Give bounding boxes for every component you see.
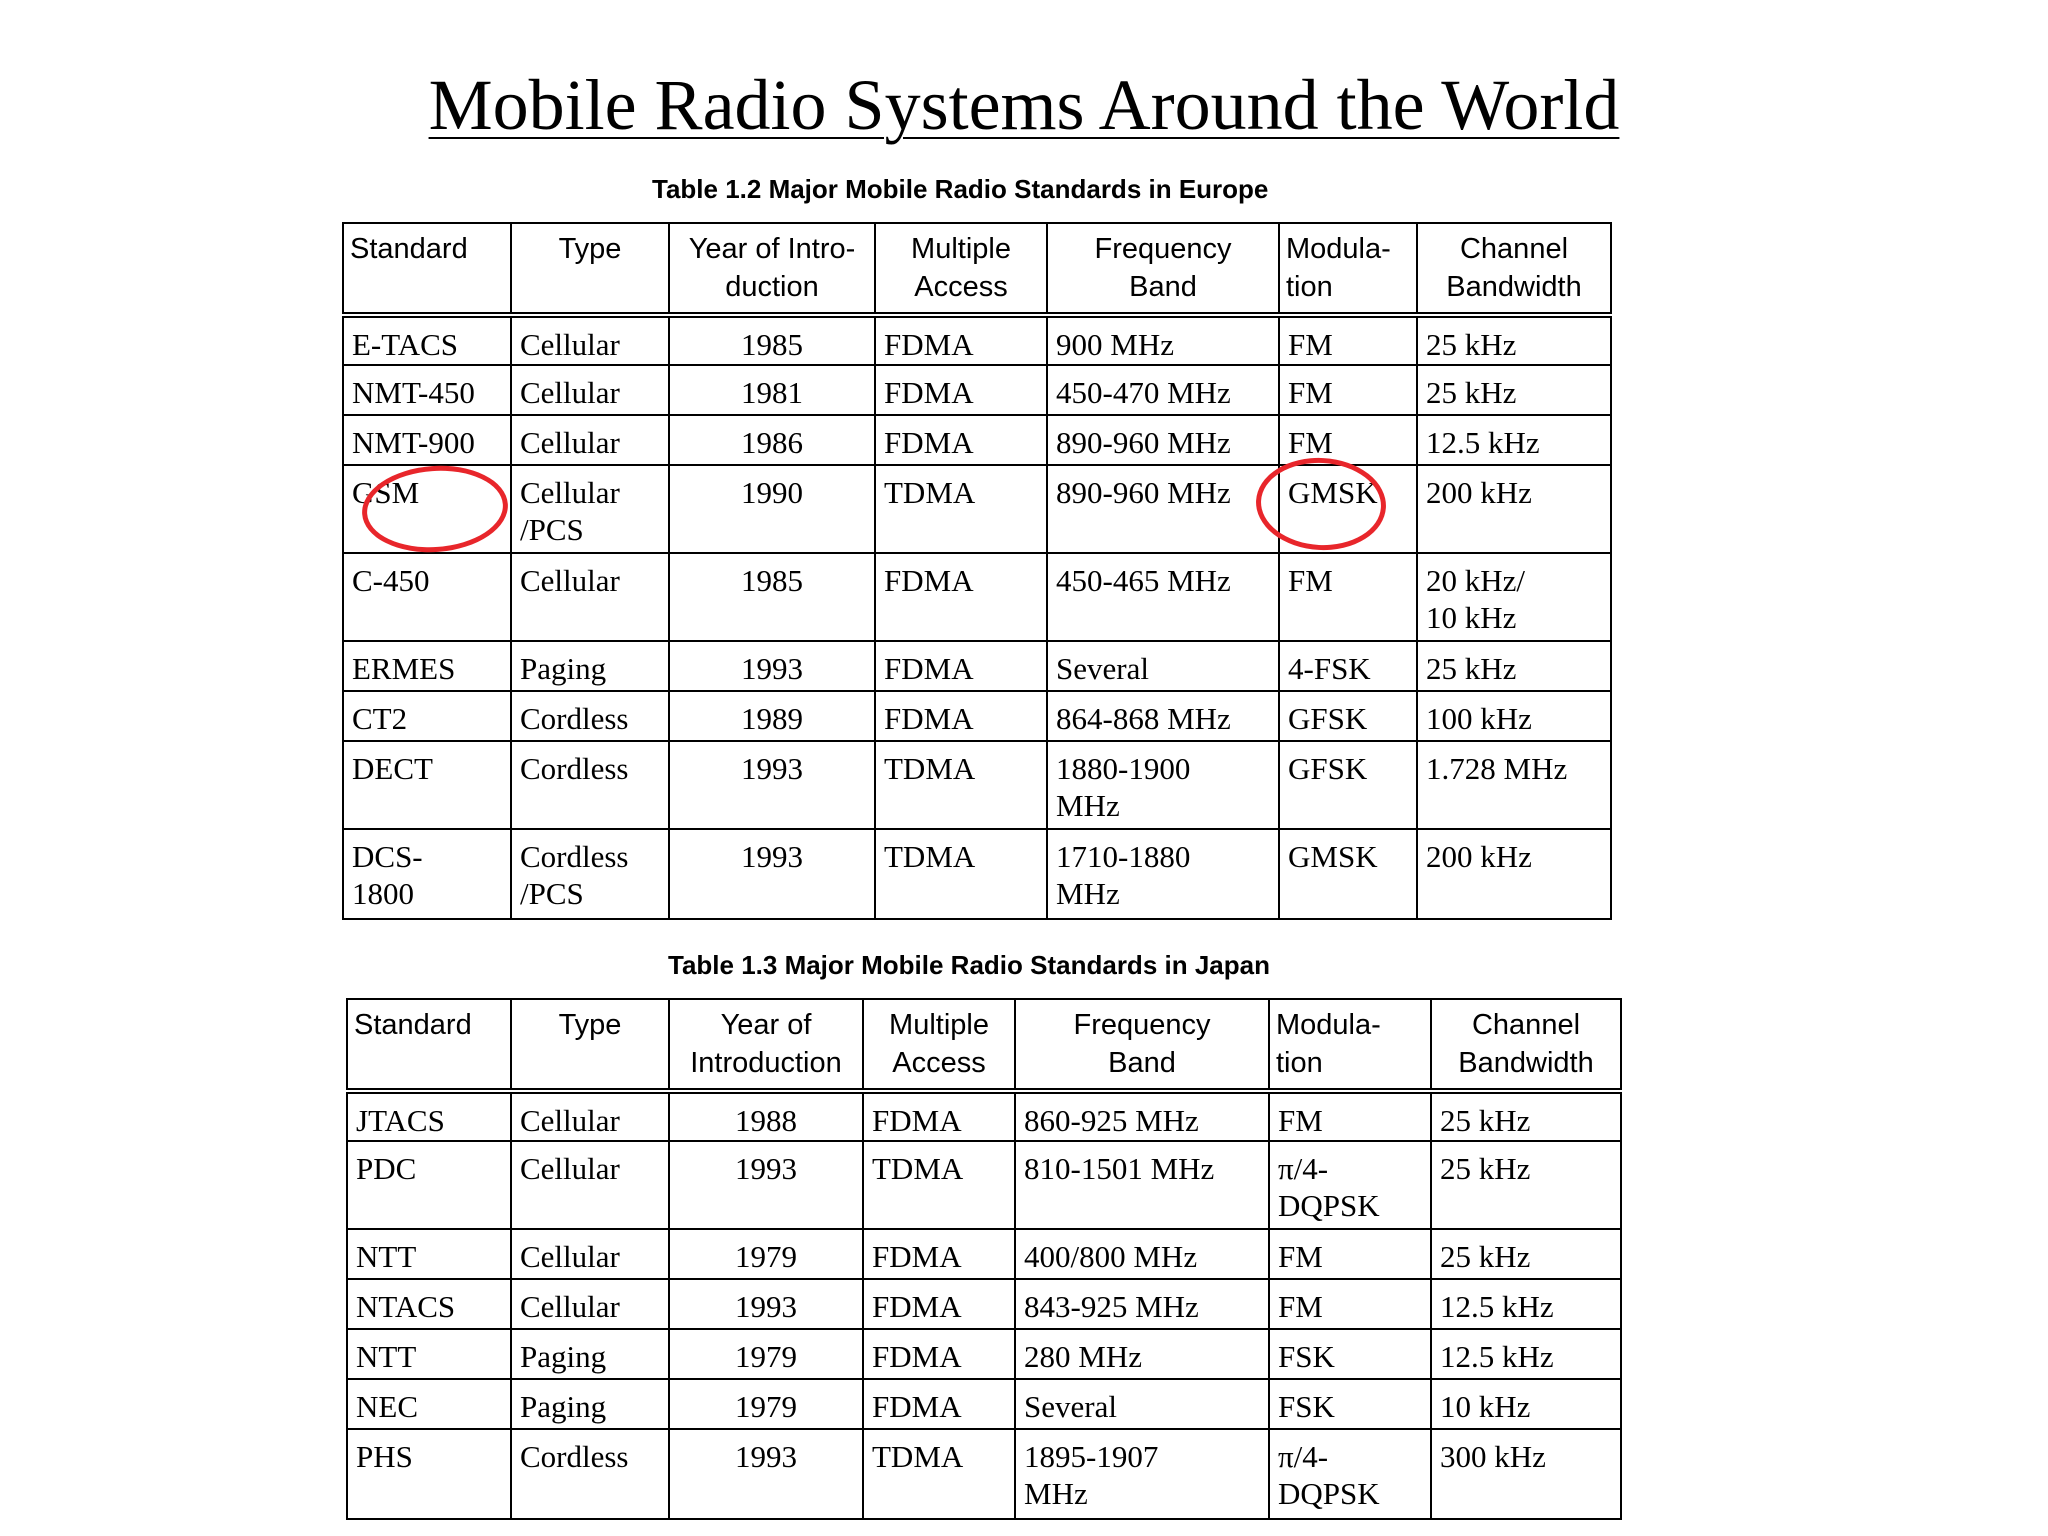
cell-modulation: GMSK xyxy=(1279,829,1417,919)
cell-type: Cellular xyxy=(511,1141,669,1229)
cell-standard: GSM xyxy=(343,465,511,553)
header-type: Type xyxy=(511,223,669,315)
cell-type: Cordless xyxy=(511,691,669,741)
europe-standards-table xyxy=(342,222,1612,920)
cell-channel-bandwidth: 100 kHz xyxy=(1417,691,1611,741)
cell-channel-bandwidth: 10 kHz xyxy=(1431,1379,1621,1429)
cell-type: Cellular xyxy=(511,415,669,465)
cell-channel-bandwidth: 25 kHz xyxy=(1417,315,1611,365)
cell-frequency-band: 1895-1907 MHz xyxy=(1015,1429,1269,1519)
cell-modulation: GMSK xyxy=(1279,465,1417,553)
cell-type: Cellular xyxy=(511,1279,669,1329)
header-row xyxy=(347,999,1621,1091)
cell-frequency-band: 280 MHz xyxy=(1015,1329,1269,1379)
cell-standard: NTT xyxy=(347,1229,511,1279)
cell-channel-bandwidth: 200 kHz xyxy=(1417,465,1611,553)
cell-modulation: FSK xyxy=(1269,1329,1431,1379)
cell-type: Cellular xyxy=(511,365,669,415)
cell-modulation: GFSK xyxy=(1279,691,1417,741)
cell-multiple-access: TDMA xyxy=(875,829,1047,919)
cell-modulation: FM xyxy=(1269,1279,1431,1329)
cell-channel-bandwidth: 25 kHz xyxy=(1417,365,1611,415)
cell-multiple-access: TDMA xyxy=(875,741,1047,829)
table-row xyxy=(343,465,1611,553)
cell-modulation: 4-FSK xyxy=(1279,641,1417,691)
cell-type: Cellular xyxy=(511,1229,669,1279)
page-title: Mobile Radio Systems Around the World xyxy=(428,65,1620,145)
header-standard: Standard xyxy=(347,999,511,1091)
cell-type: Paging xyxy=(511,1329,669,1379)
cell-year: 1989 xyxy=(669,691,875,741)
table-row xyxy=(347,1279,1621,1329)
cell-standard: DCS- 1800 xyxy=(343,829,511,919)
table-row xyxy=(343,641,1611,691)
cell-frequency-band: Several xyxy=(1015,1379,1269,1429)
cell-year: 1993 xyxy=(669,741,875,829)
cell-standard: NTT xyxy=(347,1329,511,1379)
cell-year: 1981 xyxy=(669,365,875,415)
cell-year: 1993 xyxy=(669,829,875,919)
cell-type: Cordless xyxy=(511,741,669,829)
cell-frequency-band: 890-960 MHz xyxy=(1047,415,1279,465)
cell-multiple-access: TDMA xyxy=(863,1141,1015,1229)
cell-type: Cellular /PCS xyxy=(511,465,669,553)
cell-year: 1985 xyxy=(669,315,875,365)
cell-multiple-access: FDMA xyxy=(863,1379,1015,1429)
cell-multiple-access: FDMA xyxy=(863,1329,1015,1379)
table-row xyxy=(343,365,1611,415)
header-row xyxy=(343,223,1611,315)
cell-frequency-band: 860-925 MHz xyxy=(1015,1091,1269,1141)
cell-modulation: GFSK xyxy=(1279,741,1417,829)
cell-modulation: π/4- DQPSK xyxy=(1269,1141,1431,1229)
cell-standard: NEC xyxy=(347,1379,511,1429)
cell-modulation: π/4- DQPSK xyxy=(1269,1429,1431,1519)
table-row xyxy=(343,829,1611,919)
cell-year: 1979 xyxy=(669,1379,863,1429)
cell-multiple-access: FDMA xyxy=(875,365,1047,415)
cell-year: 1985 xyxy=(669,553,875,641)
cell-multiple-access: FDMA xyxy=(875,415,1047,465)
table-row xyxy=(347,1329,1621,1379)
cell-channel-bandwidth: 12.5 kHz xyxy=(1431,1329,1621,1379)
cell-multiple-access: FDMA xyxy=(875,553,1047,641)
cell-multiple-access: FDMA xyxy=(863,1279,1015,1329)
japan-table-body xyxy=(347,1091,1621,1519)
cell-standard: E-TACS xyxy=(343,315,511,365)
cell-frequency-band: 810-1501 MHz xyxy=(1015,1141,1269,1229)
cell-channel-bandwidth: 25 kHz xyxy=(1431,1141,1621,1229)
header-channel-bandwidth: Channel Bandwidth xyxy=(1417,223,1611,315)
cell-channel-bandwidth: 1.728 MHz xyxy=(1417,741,1611,829)
table-caption-japan: Table 1.3 Major Mobile Radio Standards in Japan xyxy=(668,950,1270,980)
cell-type: Cellular xyxy=(511,315,669,365)
cell-type: Cellular xyxy=(511,553,669,641)
cell-type: Cordless xyxy=(511,1429,669,1519)
cell-standard: JTACS xyxy=(347,1091,511,1141)
cell-modulation: FM xyxy=(1279,415,1417,465)
cell-modulation: FM xyxy=(1279,315,1417,365)
table-row xyxy=(347,1141,1621,1229)
header-standard: Standard xyxy=(343,223,511,315)
header-year: Year of Intro- duction xyxy=(669,223,875,315)
cell-channel-bandwidth: 200 kHz xyxy=(1417,829,1611,919)
cell-frequency-band: Several xyxy=(1047,641,1279,691)
cell-standard: ERMES xyxy=(343,641,511,691)
header-frequency-band: Frequency Band xyxy=(1047,223,1279,315)
cell-year: 1993 xyxy=(669,1429,863,1519)
cell-channel-bandwidth: 20 kHz/ 10 kHz xyxy=(1417,553,1611,641)
table-row xyxy=(343,315,1611,365)
table-row xyxy=(347,1379,1621,1429)
cell-standard: PDC xyxy=(347,1141,511,1229)
cell-type: Paging xyxy=(511,1379,669,1429)
cell-standard: CT2 xyxy=(343,691,511,741)
cell-frequency-band: 843-925 MHz xyxy=(1015,1279,1269,1329)
header-modulation: Modula- tion xyxy=(1279,223,1417,315)
cell-multiple-access: FDMA xyxy=(875,641,1047,691)
cell-year: 1979 xyxy=(669,1229,863,1279)
header-channel-bandwidth: Channel Bandwidth xyxy=(1431,999,1621,1091)
cell-channel-bandwidth: 12.5 kHz xyxy=(1431,1279,1621,1329)
cell-channel-bandwidth: 300 kHz xyxy=(1431,1429,1621,1519)
table-row xyxy=(347,1429,1621,1519)
cell-type: Paging xyxy=(511,641,669,691)
cell-modulation: FM xyxy=(1269,1229,1431,1279)
cell-standard: NTACS xyxy=(347,1279,511,1329)
header-type: Type xyxy=(511,999,669,1091)
cell-standard: NMT-900 xyxy=(343,415,511,465)
table-caption-europe: Table 1.2 Major Mobile Radio Standards in Europe xyxy=(652,174,1269,204)
cell-year: 1993 xyxy=(669,641,875,691)
cell-standard: PHS xyxy=(347,1429,511,1519)
cell-multiple-access: FDMA xyxy=(863,1091,1015,1141)
cell-standard: DECT xyxy=(343,741,511,829)
cell-type: Cellular xyxy=(511,1091,669,1141)
cell-channel-bandwidth: 25 kHz xyxy=(1417,641,1611,691)
table-row xyxy=(343,415,1611,465)
cell-multiple-access: FDMA xyxy=(875,315,1047,365)
japan-standards-table xyxy=(346,998,1622,1520)
cell-year: 1986 xyxy=(669,415,875,465)
header-multiple-access: Multiple Access xyxy=(863,999,1015,1091)
cell-standard: NMT-450 xyxy=(343,365,511,415)
header-year: Year of Introduction xyxy=(669,999,863,1091)
cell-frequency-band: 400/800 MHz xyxy=(1015,1229,1269,1279)
cell-frequency-band: 450-470 MHz xyxy=(1047,365,1279,415)
table-row xyxy=(347,1229,1621,1279)
table-row xyxy=(343,741,1611,829)
cell-year: 1979 xyxy=(669,1329,863,1379)
cell-frequency-band: 1880-1900 MHz xyxy=(1047,741,1279,829)
table-row xyxy=(343,553,1611,641)
europe-table-body xyxy=(343,315,1611,919)
cell-channel-bandwidth: 25 kHz xyxy=(1431,1091,1621,1141)
cell-channel-bandwidth: 25 kHz xyxy=(1431,1229,1621,1279)
cell-frequency-band: 900 MHz xyxy=(1047,315,1279,365)
cell-modulation: FM xyxy=(1279,365,1417,415)
cell-modulation: FM xyxy=(1279,553,1417,641)
cell-multiple-access: TDMA xyxy=(875,465,1047,553)
cell-multiple-access: FDMA xyxy=(863,1229,1015,1279)
cell-channel-bandwidth: 12.5 kHz xyxy=(1417,415,1611,465)
table-row xyxy=(343,691,1611,741)
cell-modulation: FM xyxy=(1269,1091,1431,1141)
cell-year: 1990 xyxy=(669,465,875,553)
cell-year: 1988 xyxy=(669,1091,863,1141)
cell-year: 1993 xyxy=(669,1141,863,1229)
cell-modulation: FSK xyxy=(1269,1379,1431,1429)
cell-year: 1993 xyxy=(669,1279,863,1329)
cell-frequency-band: 1710-1880 MHz xyxy=(1047,829,1279,919)
cell-type: Cordless /PCS xyxy=(511,829,669,919)
cell-multiple-access: TDMA xyxy=(863,1429,1015,1519)
table-row xyxy=(347,1091,1621,1141)
header-multiple-access: Multiple Access xyxy=(875,223,1047,315)
cell-frequency-band: 890-960 MHz xyxy=(1047,465,1279,553)
header-modulation: Modula- tion xyxy=(1269,999,1431,1091)
header-frequency-band: Frequency Band xyxy=(1015,999,1269,1091)
cell-multiple-access: FDMA xyxy=(875,691,1047,741)
cell-frequency-band: 450-465 MHz xyxy=(1047,553,1279,641)
cell-standard: C-450 xyxy=(343,553,511,641)
cell-frequency-band: 864-868 MHz xyxy=(1047,691,1279,741)
